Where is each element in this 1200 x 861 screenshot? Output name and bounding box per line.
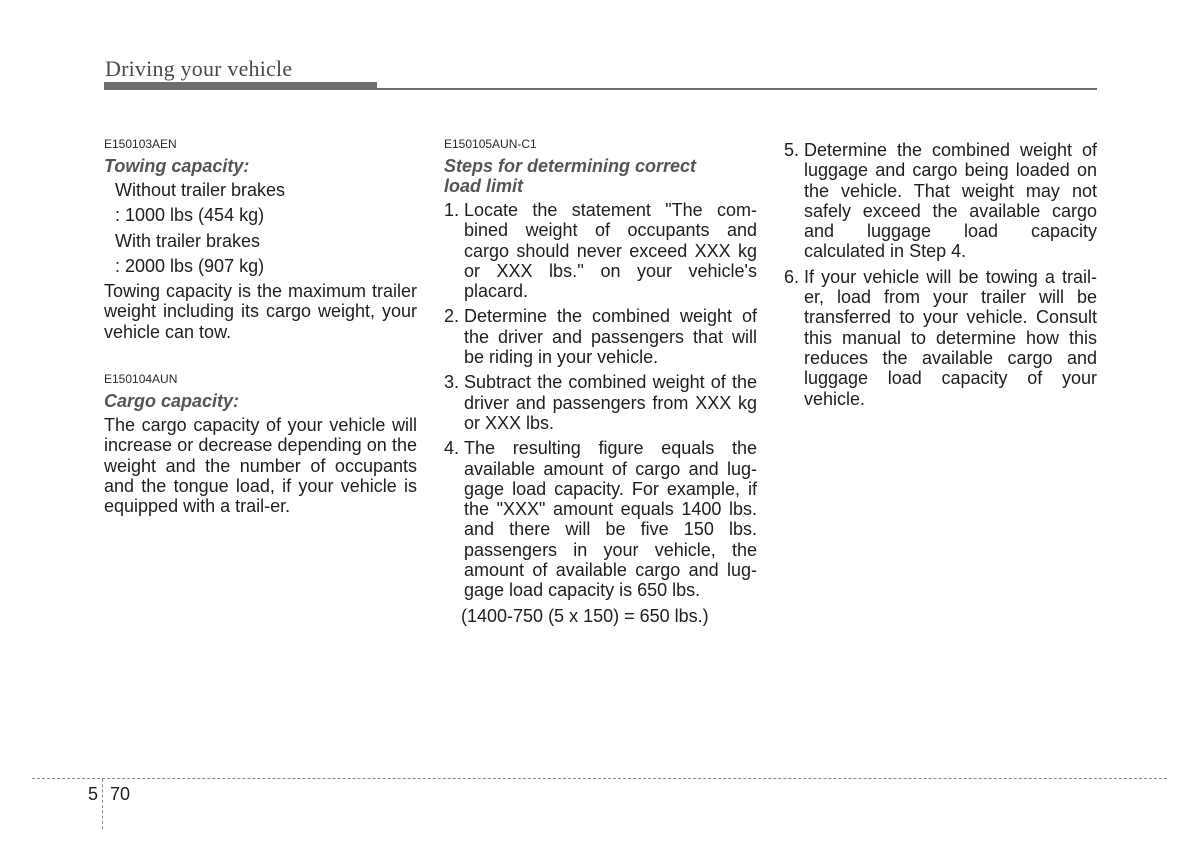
cargo-description: The cargo capacity of your vehicle will increase or decrease depending on the weight and the number of occupants and the tongue load, if your vehicle is equipped with a trail-er. [104,415,417,517]
column-3 [784,140,1097,414]
list-number: 2. [444,306,460,327]
section-heading-cargo: Cargo capacity: [104,391,240,412]
list-text: Determine the combined weight of the driver and passengers that will be riding in your vehicle. [464,306,757,368]
towing-item: : 1000 lbs (454 kg) [115,205,265,226]
list-item [444,200,757,301]
header-rule [104,88,1097,90]
list-text: Determine the combined weight of luggage and cargo being loaded on the vehicle. That weight may not safely exceed the available cargo and luggage load capacity calculated in Step 4. [804,140,1097,262]
list-item [444,372,757,433]
column-1 [104,137,417,517]
list-item [784,140,1097,262]
list-text: Locate the statement "The com-bined weight of occupants and cargo should never exceed XXX kg or XXX lbs.'' on your vehicle's placard. [464,200,757,302]
section-heading-towing: Towing capacity: [104,156,250,176]
footer-rule [32,778,1167,779]
list-text: Subtract the combined weight of the driver and passengers from XXX kg or XXX lbs. [464,372,757,433]
list-number: 1. [444,200,460,220]
heading-line: load limit [444,176,524,196]
page-number: 70 [110,784,131,804]
towing-item: With trailer brakes [115,230,261,251]
list-item [444,438,757,600]
towing-item: : 2000 lbs (907 kg) [115,255,265,276]
column-2 [444,137,757,626]
towing-description: Towing capacity is the maximum trailer weight including its cargo weight, your vehicle can tow. [104,281,417,342]
list-number: 4. [444,438,460,459]
list-number: 3. [444,372,460,393]
header-title: Driving your vehicle [105,56,293,81]
list-text: The resulting figure equals the available amount of cargo and lug-gage load capacity. For example, if the "XXX" amount equals 1400 lbs. and there will be five 150 lbs. passengers in your vehicle, the amount of available cargo and lug-gage load capacity is 650 lbs. [464,438,757,601]
heading-line: Steps for determining correct [444,156,697,176]
list-item [784,267,1097,409]
section-code: E150104AUN [104,372,178,387]
list-number: 6. [784,266,800,287]
list-number: 5. [784,140,800,160]
section-heading-load-limit [444,156,757,196]
list-text: If your vehicle will be towing a trail-er, load from your trailer will be transferred to your vehicle. Consult this manual to determine how this reduces the available cargo and luggage load capacity of your vehicle. [804,266,1097,409]
section-code: E150105AUN-C1 [444,137,537,151]
chapter-number: 5 [88,784,99,804]
section-code: E150103AEN [104,137,177,151]
example-formula: (1400-750 (5 x 150) = 650 lbs.) [461,605,709,626]
towing-item: Without trailer brakes [115,180,286,200]
list-item [444,306,757,367]
footer-divider [102,779,103,829]
